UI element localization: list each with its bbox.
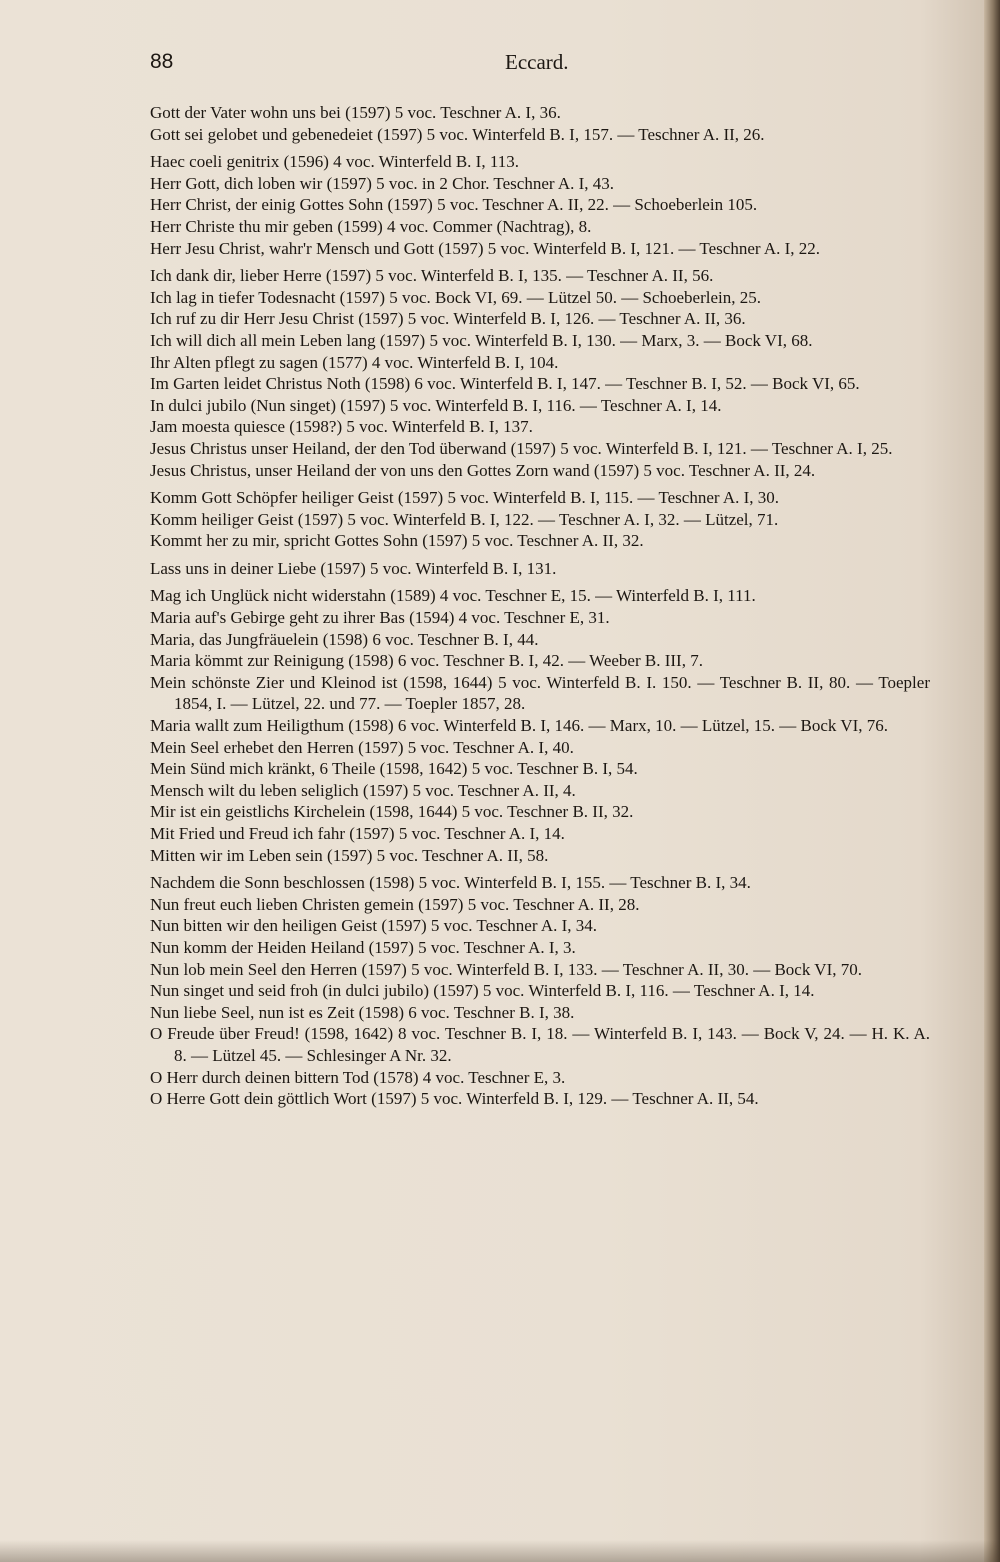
list-item: Maria kömmt zur Reinigung (1598) 6 voc. Teschner B. I, 42. — Weeber B. III, 7. — [150, 651, 703, 671]
list-item: In dulci jubilo (Nun singet) (1597) 5 voc. Winterfeld B. I, 116. — Teschner A. I, 14. — [150, 395, 722, 415]
list-item: Nun freut euch lieben Christen gemein (1597) 5 voc. Teschner A. II, 28. — [150, 894, 640, 914]
entry-list — [150, 102, 930, 1110]
page-bottom-shadow — [0, 1540, 1000, 1562]
list-item: O Freude über Freud! (1598, 1642) 8 voc. Teschner B. I, 18. — Winterfeld B. I, 143. — Bock V, 24. — H. K. A. 8. — Lützel 45. — Schlesinger A Nr. 32. — [150, 1024, 930, 1065]
list-item: Ihr Alten pflegt zu sagen (1577) 4 voc. Winterfeld B. I, 104. — [150, 352, 559, 372]
list-item: Jesus Christus unser Heiland, der den Tod überwand (1597) 5 voc. Winterfeld B. I, 121. — Teschner A. I, 25. — [150, 438, 893, 458]
list-item: O Herre Gott dein göttlich Wort (1597) 5 voc. Winterfeld B. I, 129. — Teschner A. II, 54. — [150, 1089, 759, 1109]
list-item: Mensch wilt du leben seliglich (1597) 5 voc. Teschner A. II, 4. — [150, 780, 576, 800]
list-item: Nun lob mein Seel den Herren (1597) 5 voc. Winterfeld B. I, 133. — Teschner A. II, 30. — Bock VI, 70. — [150, 959, 862, 979]
list-item: Gott der Vater wohn uns bei (1597) 5 voc. Teschner A. I, 36. — [150, 103, 561, 122]
list-item: Mein Sünd mich kränkt, 6 Theile (1598, 1642) 5 voc. Teschner B. I, 54. — [150, 759, 638, 779]
list-item: Jam moesta quiesce (1598?) 5 voc. Winterfeld B. I, 137. — [150, 417, 533, 437]
list-item: Komm Gott Schöpfer heiliger Geist (1597) 5 voc. Winterfeld B. I, 115. — Teschner A. I, 30. — [150, 488, 780, 508]
list-item: Mein schönste Zier und Kleinod ist (1598, 1644) 5 voc. Winterfeld B. I. 150. — Teschner B. II, 80. — Toepler 1854, I. — Lützel, 22. und 77. — Toepler 1857, 28. — [150, 672, 930, 714]
list-item: Maria, das Jungfräuelein (1598) 6 voc. Teschner B. I, 44. — [150, 629, 539, 649]
list-item: Nachdem die Sonn beschlossen (1598) 5 voc. Winterfeld B. I, 155. — Teschner B. I, 34. — [150, 873, 751, 893]
list-item: Nun komm der Heiden Heiland (1597) 5 voc. Teschner A. I, 3. — [150, 937, 576, 957]
list-item: Ich lag in tiefer Todesnacht (1597) 5 voc. Bock VI, 69. — Lützel 50. — Schoeberlein, 25. — [150, 287, 761, 307]
list-item: Nun liebe Seel, nun ist es Zeit (1598) 6 voc. Teschner B. I, 38. — [150, 1002, 575, 1022]
page-header — [150, 50, 930, 80]
book-spine-shadow — [984, 0, 1000, 1562]
list-item: Mitten wir im Leben sein (1597) 5 voc. Teschner A. II, 58. — [150, 845, 549, 865]
list-item: Herr Christe thu mir geben (1599) 4 voc. Commer (Nachtrag), 8. — [150, 216, 592, 236]
list-item: Lass uns in deiner Liebe (1597) 5 voc. Winterfeld B. I, 131. — [150, 558, 557, 578]
list-item: Herr Jesu Christ, wahr'r Mensch und Gott (1597) 5 voc. Winterfeld B. I, 121. — Teschner A. I, 22. — [150, 238, 821, 258]
list-item: Mag ich Unglück nicht widerstahn (1589) 4 voc. Teschner E, 15. — Winterfeld B. I, 111. — [150, 586, 756, 606]
list-item: Nun bitten wir den heiligen Geist (1597) 5 voc. Teschner A. I, 34. — [150, 916, 598, 936]
list-item: Jesus Christus, unser Heiland der von uns den Gottes Zorn wand (1597) 5 voc. Teschner A. II, 24. — [150, 460, 816, 480]
running-title: Eccard. — [505, 50, 569, 74]
list-item: O Herr durch deinen bittern Tod (1578) 4 voc. Teschner E, 3. — [150, 1067, 566, 1087]
list-item: Ich ruf zu dir Herr Jesu Christ (1597) 5 voc. Winterfeld B. I, 126. — Teschner A. II, 36. — [150, 309, 746, 329]
list-item: Herr Christ, der einig Gottes Sohn (1597) 5 voc. Teschner A. II, 22. — Schoeberlein 105. — [150, 195, 758, 215]
list-item: Im Garten leidet Christus Noth (1598) 6 voc. Winterfeld B. I, 147. — Teschner B. I, 52. — Bock VI, 65. — [150, 374, 860, 394]
list-item: Maria auf's Gebirge geht zu ihrer Bas (1594) 4 voc. Teschner E, 31. — [150, 608, 610, 628]
list-item: Maria wallt zum Heiligthum (1598) 6 voc. Winterfeld B. I, 146. — Marx, 10. — Lützel, 15. — Bock VI, 76. — [150, 716, 889, 736]
list-item: Mein Seel erhebet den Herren (1597) 5 voc. Teschner A. I, 40. — [150, 737, 574, 757]
list-item: Nun singet und seid froh (in dulci jubilo) (1597) 5 voc. Winterfeld B. I, 116. — Teschner A. I, 14. — [150, 981, 815, 1001]
list-item: Komm heiliger Geist (1597) 5 voc. Winterfeld B. I, 122. — Teschner A. I, 32. — Lützel, 71. — [150, 509, 779, 529]
list-item: Herr Gott, dich loben wir (1597) 5 voc. in 2 Chor. Teschner A. I, 43. — [150, 173, 615, 193]
list-item: Haec coeli genitrix (1596) 4 voc. Winterfeld B. I, 113. — [150, 152, 519, 172]
list-item: Kommt her zu mir, spricht Gottes Sohn (1597) 5 voc. Teschner A. II, 32. — [150, 531, 644, 551]
list-item: Gott sei gelobet und gebenedeiet (1597) 5 voc. Winterfeld B. I, 157. — Teschner A. II, 26. — [150, 124, 765, 144]
page-number: 88 — [150, 50, 174, 73]
list-item: Ich will dich all mein Leben lang (1597) 5 voc. Winterfeld B. I, 130. — Marx, 3. — Bock VI, 68. — [150, 330, 813, 350]
list-item: Ich dank dir, lieber Herre (1597) 5 voc. Winterfeld B. I, 135. — Teschner A. II, 56. — [150, 266, 714, 286]
list-item: Mir ist ein geistlichs Kirchelein (1598, 1644) 5 voc. Teschner B. II, 32. — [150, 802, 634, 822]
list-item: Mit Fried und Freud ich fahr (1597) 5 voc. Teschner A. I, 14. — [150, 824, 565, 843]
